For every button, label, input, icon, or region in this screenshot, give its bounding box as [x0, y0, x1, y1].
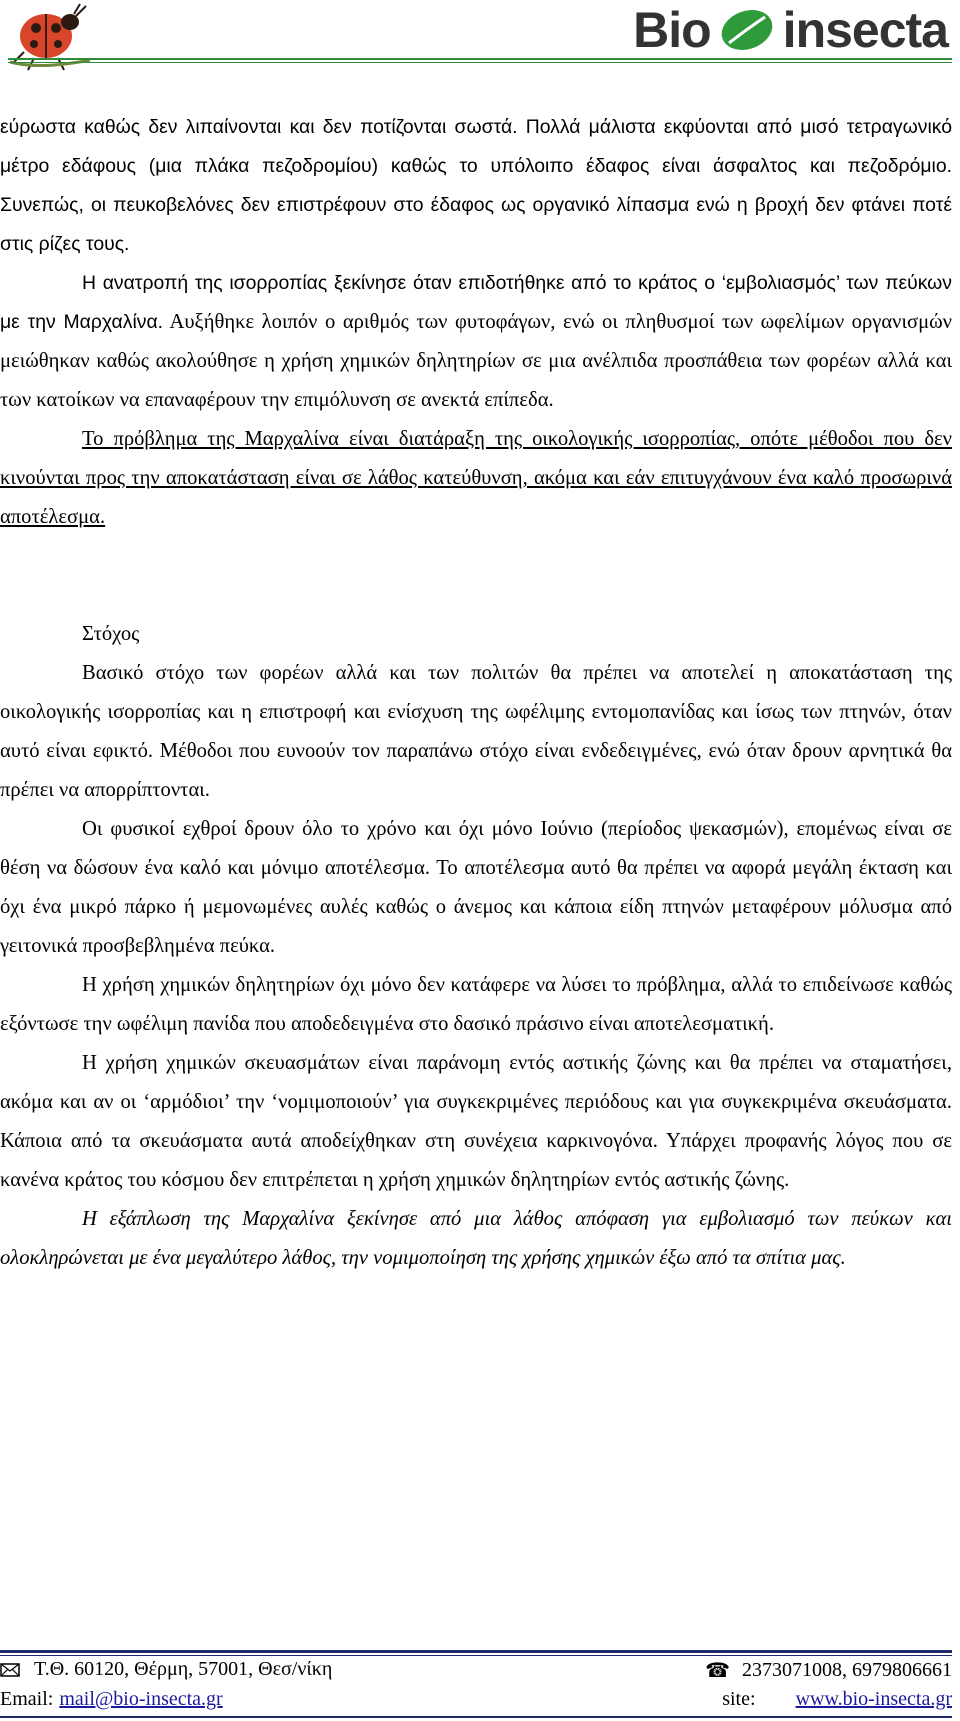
footer-rule-bottom [0, 1716, 952, 1718]
paragraph-6: Η χρήση χημικών δηλητηρίων όχι μόνο δεν κατάφερε να λύσει το πρόβλημα, αλλά το επιδείνωσε καθώς εξόντωσε την ωφέλιμη πανίδα που αποδεδειγμένα στο δασικό πράσινο είναι αποτελεσματική. [0, 974, 952, 1035]
paragraph-4: Βασικό στόχο των φορέων αλλά και των πολιτών θα πρέπει να αποτελεί η αποκατάσταση της οικολογικής ισορροπίας και η επιστροφή και ενίσχυση της ωφέλιμης εντομοπανίδας και ίσως των πτηνών, όταν αυτό είναι εφικτό. Μέθοδοι που ευνοούν τον παραπάνω στόχο είναι ενδεδειγμένες, ενώ όταν δρουν αρνητικά θα πρέπει να απορρίπτονται. [0, 662, 952, 801]
email-link[interactable]: mail@bio-insecta.gr [59, 1688, 223, 1710]
footer-site [722, 1688, 952, 1711]
address-text: Τ.Θ. 60120, Θέρμη, 57001, Θεσ/νίκη [34, 1658, 333, 1680]
paragraph-5: Οι φυσικοί εχθροί δρουν όλο το χρόνο και όχι μόνο Ιούνιο (περίοδος ψεκασμών), επομένως είναι σε θέση να δώσουν ένα καλό και μόνιμο αποτέλεσμα. Το αποτέλεσμα αυτό θα πρέπει να αφορά μεγάλη έκταση και όχι ένα μικρό πάρκο ή μεμονωμένες αυλές καθώς ο άνεμος και κάποια είδη πτηνών μεταφέρουν μόλυσμα από γειτονικά προσβεβλημένα πεύκα. [0, 818, 952, 957]
footer-row-2 [0, 1688, 952, 1716]
footer-phone [705, 1658, 952, 1683]
envelope-icon [0, 1663, 20, 1677]
footer-email [0, 1688, 223, 1711]
document-body [0, 108, 952, 1278]
paragraph-2-serif: Αυξήθηκε λοιπόν ο αριθμός των φυτοφάγων, ενώ οι πληθυσμοί των ωφελίμων οργανισμών μειώθηκαν καθώς ακολούθησε η χρήση χημικών δηλητηρίων σε μια ανέλπιδα προσπάθεια των φορέων αλλά και των κατοίκων να επαναφέρουν την επιμόλυνση σε ανεκτά επίπεδα. [0, 311, 952, 411]
footer-rule [0, 1650, 952, 1653]
paragraph-3-underlined: Το πρόβλημα της Μαρχαλίνα είναι διατάραξη της οικολογικής ισορροπίας, οπότε μέθοδοι που δεν κινούνται προς την αποκατάσταση είναι σε λάθος κατεύθυνση, ακόμα και εάν επιτυγχάνουν ένα καλό προσωρινά αποτέλεσμα. [0, 428, 952, 528]
paragraph-8-italic: Η εξάπλωση της Μαρχαλίνα ξεκίνησε από μια λάθος απόφαση για εμβολιασμό των πεύκων και ολοκληρώνεται με ένα μεγαλύτερο λάθος, την νομιμοποίηση της χρήσης χημικών έξω από τα σπίτια μας. [0, 1208, 952, 1269]
footer-rule-thin [0, 1655, 952, 1656]
paragraph-2-sans: Η ανατροπή της ισορροπίας ξεκίνησε όταν επιδοτήθηκε από το κράτος ο ‘εμβολιασμός’ των πεύκων με την Μαρχαλίνα. [0, 272, 952, 333]
phone-text: 2373071008, 6979806661 [742, 1659, 952, 1681]
brand-insecta: insecta [782, 2, 948, 58]
leaf-icon [719, 7, 775, 53]
section-heading: Στόχος [82, 623, 140, 645]
footer-row-1 [0, 1658, 952, 1686]
page-footer [0, 1640, 960, 1720]
brand-logo [633, 0, 948, 60]
paragraph-1: εύρωστα καθώς δεν λιπαίνονται και δεν ποτίζονται σωστά. Πολλά μάλιστα εκφύονται από μισό τετραγωνικό μέτρο εδάφους (μια πλάκα πεζοδρομίου) καθώς το υπόλοιπο έδαφος είναι άσφαλτος και πεζοδρόμιο. Συνεπώς, οι πευκοβελόνες δεν επιστρέφουν στο έδαφος ως οργανικό λίπασμα ενώ η βροχή δεν φτάνει ποτέ στις ρίζες τους. [0, 116, 952, 255]
brand-bio: Bio [633, 2, 711, 58]
paragraph-2 [0, 264, 952, 420]
ladybug-icon [0, 0, 100, 80]
page-header [0, 0, 960, 90]
site-label: site: [722, 1688, 756, 1710]
header-rule-thin [8, 62, 952, 63]
site-link[interactable]: www.bio-insecta.gr [795, 1688, 952, 1710]
email-label: Email: [0, 1688, 54, 1710]
spacer [0, 537, 952, 615]
header-rule [8, 58, 952, 60]
phone-icon: ☎ [705, 1660, 730, 1682]
footer-address [0, 1658, 332, 1681]
paragraph-7: Η χρήση χημικών σκευασμάτων είναι παράνομη εντός αστικής ζώνης και θα πρέπει να σταματήσει, ακόμα και αν οι ‘αρμόδιοι’ την ‘νομιμοποιούν’ για συγκεκριμένες περιόδους και για συγκεκριμένα σκευάσματα. Κάποια από τα σκευάσματα αυτά αποδείχθηκαν στη συνέχεια καρκινογόνα. Υπάρχει προφανής λόγος που σε κανένα κράτος του κόσμου δεν επιτρέπεται η χρήση χημικών δηλητηρίων εντός αστικής ζώνης. [0, 1052, 952, 1191]
